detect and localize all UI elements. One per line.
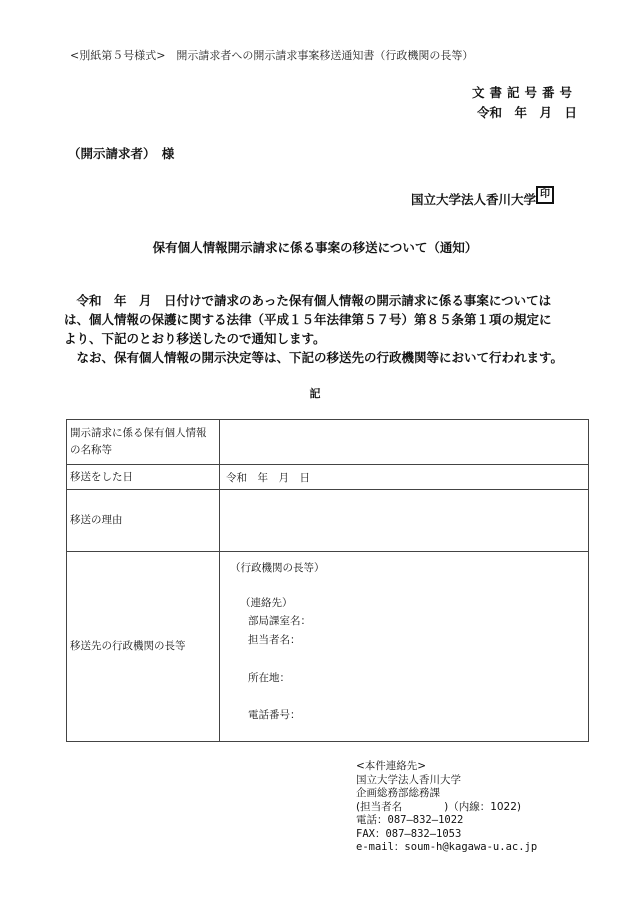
row-value-transfer-reason bbox=[220, 490, 589, 552]
contact-person: (担当者名 )（内線：1022) bbox=[356, 800, 522, 813]
table-row bbox=[67, 465, 589, 490]
body-paragraph-line: より、下記のとおり移送したので通知します。 bbox=[64, 331, 326, 346]
body-paragraph-line: 令和 年 月 日付けで請求のあった保有個人情報の開示請求に係る事案については bbox=[64, 293, 552, 308]
table-row bbox=[67, 552, 589, 742]
addressee: （開示請求者） 様 bbox=[68, 146, 175, 161]
body-paragraph-line: なお、保有個人情報の開示決定等は、下記の移送先の行政機関等において行われます。 bbox=[64, 350, 564, 365]
form-header: <別紙第５号様式> 開示請求者への開示請求事案移送通知書（行政機関の長等） bbox=[70, 49, 474, 62]
row-label-personal-info-name: 開示請求に係る保有個人情報の名称等 bbox=[67, 420, 220, 465]
destination-head: （行政機関の長等） bbox=[230, 562, 325, 574]
table-row bbox=[67, 490, 589, 552]
body-paragraph-line: は、個人情報の保護に関する法律（平成１５年法律第５７号）第８５条第１項の規定に bbox=[64, 312, 552, 327]
contact-org: 国立大学法人香川大学 bbox=[356, 773, 461, 786]
transfer-info-table bbox=[66, 419, 589, 742]
destination-contact-label: （連絡先） bbox=[240, 597, 293, 609]
contact-tel: 電話：087―832―1022 bbox=[356, 814, 464, 826]
row-value-personal-info-name bbox=[220, 420, 589, 465]
destination-person: 担当者名： bbox=[248, 634, 301, 646]
sender-name: 国立大学法人香川大学 bbox=[410, 192, 536, 207]
notice-title: 保有個人情報開示請求に係る事案の移送について（通知） bbox=[152, 240, 478, 255]
notice-body bbox=[64, 291, 584, 367]
destination-address: 所在地： bbox=[248, 672, 290, 684]
contact-fax: FAX：087―832―1053 bbox=[356, 827, 462, 840]
document-number: 文書記号番号 bbox=[471, 85, 577, 100]
row-value-destination-agency bbox=[220, 552, 589, 742]
table-row bbox=[67, 420, 589, 465]
row-value-transfer-date: 令和 年 月 日 bbox=[220, 465, 589, 490]
row-label-transfer-reason: 移送の理由 bbox=[67, 490, 220, 552]
contact-email: e-mail：soum-h@kagawa-u.ac.jp bbox=[356, 841, 538, 853]
contact-block bbox=[356, 760, 537, 855]
seal-stamp-icon: 印 bbox=[536, 186, 554, 204]
contact-heading: <本件連絡先> bbox=[356, 760, 427, 772]
document-date: 令和 年 月 日 bbox=[476, 105, 577, 120]
row-label-transfer-date: 移送をした日 bbox=[67, 465, 220, 490]
contact-dept: 企画総務部総務課 bbox=[356, 787, 440, 799]
destination-phone: 電話番号： bbox=[248, 709, 301, 721]
ki-heading: 記 bbox=[309, 387, 321, 400]
destination-dept: 部局課室名： bbox=[248, 615, 311, 627]
row-label-destination-agency: 移送先の行政機関の長等 bbox=[67, 552, 220, 742]
